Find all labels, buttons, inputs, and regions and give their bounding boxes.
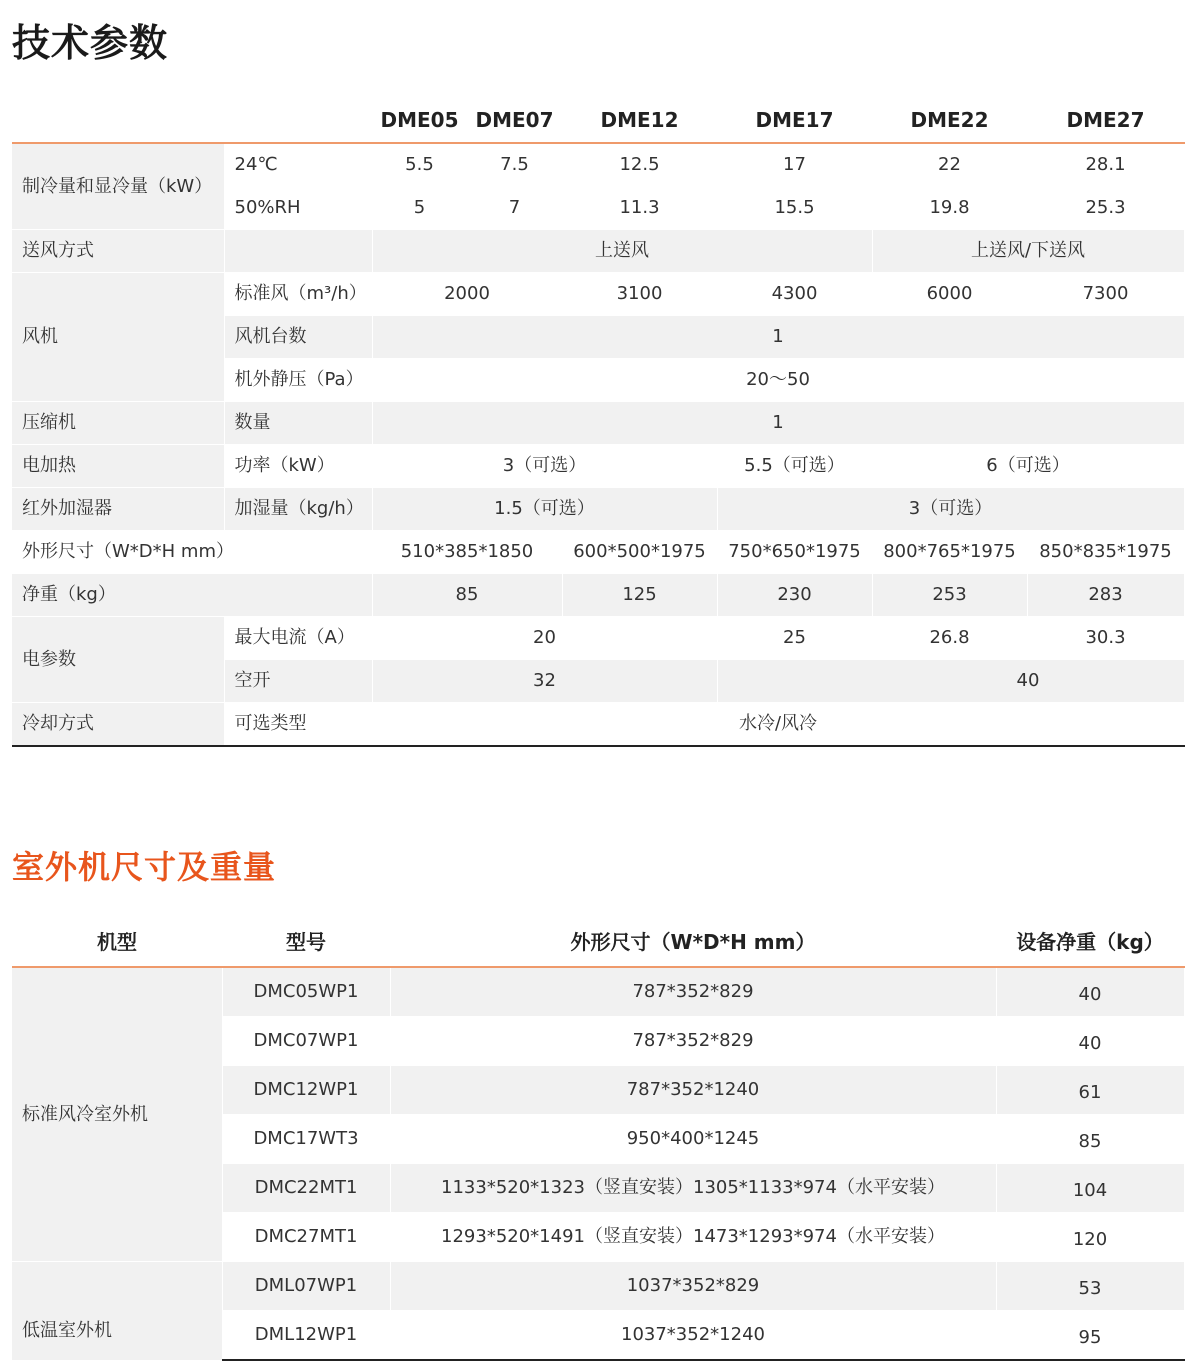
cell: 5	[372, 187, 467, 230]
cell: 850*835*1975	[1027, 531, 1184, 574]
table-row	[12, 143, 1184, 187]
cell: 17	[717, 143, 872, 187]
weight-cell: 53	[996, 1262, 1184, 1311]
dims-cell: 1133*520*1323（竖直安装）1305*1133*974（水平安装）	[390, 1164, 996, 1213]
table-row	[12, 230, 1184, 273]
cell: 510*385*1850	[372, 531, 562, 574]
section-title: 室外机尺寸及重量	[12, 848, 277, 886]
cell: 20～50	[372, 359, 1184, 402]
cell: 25	[717, 617, 872, 660]
table-row	[12, 574, 1184, 617]
row-sublabel: 数量	[224, 402, 372, 445]
row-label-dimensions: 外形尺寸（W*D*H mm）	[12, 531, 372, 574]
model-header: DME05	[372, 98, 467, 143]
spec-table	[12, 98, 1185, 747]
row-sublabel: 24℃	[224, 143, 372, 187]
spec-header-blank	[224, 98, 372, 143]
cell: 30.3	[1027, 617, 1184, 660]
table-row	[12, 531, 1184, 574]
dims-cell: 950*400*1245	[390, 1115, 996, 1164]
outdoor-header-row	[12, 918, 1184, 967]
page-title: 技术参数	[12, 21, 169, 65]
cell: 5.5	[372, 143, 467, 187]
row-sublabel	[224, 230, 372, 273]
cell: 20	[372, 617, 717, 660]
cell: 5.5（可选）	[717, 445, 872, 488]
cell: 7	[467, 187, 562, 230]
model-header: DME27	[1027, 98, 1184, 143]
dims-cell: 1293*520*1491（竖直安装）1473*1293*974（水平安装）	[390, 1213, 996, 1262]
table-row	[12, 967, 1184, 1017]
weight-cell: 61	[996, 1066, 1184, 1115]
table-row	[12, 402, 1184, 445]
row-label-weight: 净重（kg）	[12, 574, 372, 617]
header-type: 机型	[12, 918, 222, 967]
table-row	[12, 617, 1184, 660]
table-row	[12, 1262, 1184, 1311]
cell: 28.1	[1027, 143, 1184, 187]
cell: 230	[717, 574, 872, 617]
model-cell: DML12WP1	[222, 1311, 390, 1361]
cell: 253	[872, 574, 1027, 617]
model-cell: DMC27MT1	[222, 1213, 390, 1262]
table-row	[12, 445, 1184, 488]
row-sublabel: 最大电流（A）	[224, 617, 372, 660]
row-sublabel: 标准风（m³/h）	[224, 273, 372, 316]
cell: 32	[372, 660, 717, 703]
row-label-supply: 送风方式	[12, 230, 224, 273]
header-weight: 设备净重（kg）	[996, 918, 1184, 967]
weight-cell: 95	[996, 1311, 1184, 1361]
cell: 4300	[717, 273, 872, 316]
row-sublabel: 机外静压（Pa）	[224, 359, 372, 402]
cell: 3100	[562, 273, 717, 316]
dims-cell: 787*352*829	[390, 1017, 996, 1066]
cell: 水冷/风冷	[372, 703, 1184, 747]
row-label-humidifier: 红外加湿器	[12, 488, 224, 531]
model-header: DME17	[717, 98, 872, 143]
weight-cell: 40	[996, 1017, 1184, 1066]
cell: 7.5	[467, 143, 562, 187]
row-label-cooling-method: 冷却方式	[12, 703, 224, 747]
cell: 6（可选）	[872, 445, 1184, 488]
header-dims: 外形尺寸（W*D*H mm）	[390, 918, 996, 967]
row-sublabel: 50%RH	[224, 187, 372, 230]
cell: 800*765*1975	[872, 531, 1027, 574]
weight-cell: 40	[996, 967, 1184, 1017]
cell: 750*650*1975	[717, 531, 872, 574]
model-cell: DMC12WP1	[222, 1066, 390, 1115]
cell: 125	[562, 574, 717, 617]
weight-cell: 85	[996, 1115, 1184, 1164]
cell: 6000	[872, 273, 1027, 316]
model-header: DME12	[562, 98, 717, 143]
weight-cell: 120	[996, 1213, 1184, 1262]
cell: 85	[372, 574, 562, 617]
cell: 22	[872, 143, 1027, 187]
outdoor-table	[12, 918, 1185, 1361]
cell: 1	[372, 316, 1184, 359]
table-row	[12, 273, 1184, 316]
dims-cell: 1037*352*1240	[390, 1311, 996, 1361]
cell: 1	[372, 402, 1184, 445]
row-sublabel: 风机台数	[224, 316, 372, 359]
cell: 3（可选）	[717, 488, 1184, 531]
cell: 19.8	[872, 187, 1027, 230]
dims-cell: 787*352*1240	[390, 1066, 996, 1115]
table-row	[12, 703, 1184, 747]
cell: 26.8	[872, 617, 1027, 660]
row-sublabel: 可选类型	[224, 703, 372, 747]
table-row	[12, 488, 1184, 531]
row-label-compressor: 压缩机	[12, 402, 224, 445]
model-header: DME07	[467, 98, 562, 143]
cell: 1.5（可选）	[372, 488, 717, 531]
cell: 12.5	[562, 143, 717, 187]
group-label: 标准风冷室外机	[12, 967, 222, 1262]
cell: 600*500*1975	[562, 531, 717, 574]
row-label-cooling: 制冷量和显冷量（kW）	[12, 143, 224, 230]
cell: 283	[1027, 574, 1184, 617]
cell: 40	[717, 660, 1184, 703]
row-label-heater: 电加热	[12, 445, 224, 488]
model-header: DME22	[872, 98, 1027, 143]
row-sublabel: 加湿量（kg/h）	[224, 488, 372, 531]
cell: 2000	[372, 273, 562, 316]
header-model: 型号	[222, 918, 390, 967]
model-cell: DML07WP1	[222, 1262, 390, 1311]
row-label-fan: 风机	[12, 273, 224, 402]
spec-header-row	[12, 98, 1184, 143]
cell: 25.3	[1027, 187, 1184, 230]
weight-cell: 104	[996, 1164, 1184, 1213]
dims-cell: 1037*352*829	[390, 1262, 996, 1311]
row-sublabel: 功率（kW）	[224, 445, 372, 488]
dims-cell: 787*352*829	[390, 967, 996, 1017]
model-cell: DMC07WP1	[222, 1017, 390, 1066]
model-cell: DMC05WP1	[222, 967, 390, 1017]
cell: 上送风	[372, 230, 872, 273]
spec-header-blank	[12, 98, 224, 143]
cell: 7300	[1027, 273, 1184, 316]
cell: 15.5	[717, 187, 872, 230]
row-label-electrical: 电参数	[12, 617, 224, 703]
group-label: 低温室外机	[12, 1262, 222, 1361]
model-cell: DMC17WT3	[222, 1115, 390, 1164]
row-sublabel: 空开	[224, 660, 372, 703]
cell: 上送风/下送风	[872, 230, 1184, 273]
cell: 11.3	[562, 187, 717, 230]
cell: 3（可选）	[372, 445, 717, 488]
model-cell: DMC22MT1	[222, 1164, 390, 1213]
